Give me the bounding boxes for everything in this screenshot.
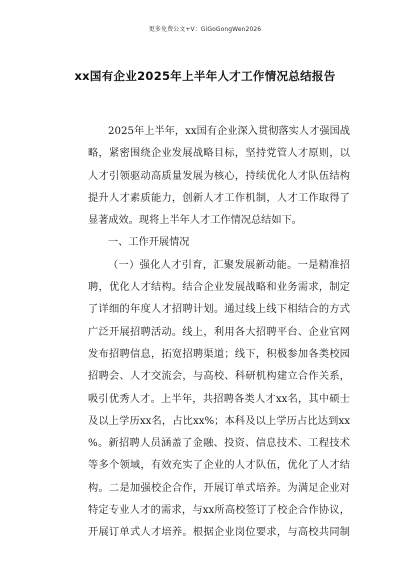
body-line: 等多个领域，有效充实了企业的人才队伍，优化了人才结: [88, 460, 350, 472]
body-line: （一）强化人才引育，汇聚发展新动能。一是精准招: [108, 259, 350, 271]
body-line: 2025年上半年，xx国有企业深入贯彻落实人才强国战: [108, 126, 350, 137]
body-line: 略，紧密围绕企业发展战略目标，坚持党管人才原则，以: [88, 148, 350, 160]
body-line: 人才引领驱动高质量发展为核心，持续优化人才队伍结构: [88, 170, 350, 182]
body-line: 构。二是加强校企合作，开展订单式培养。为满足企业对: [88, 482, 350, 494]
body-line: 了详细的年度人才招聘计划。通过线上线下相结合的方式: [88, 304, 350, 316]
document-title: xx国有企业2025年上半年人才工作情况总结报告: [74, 69, 336, 83]
body-line: %。新招聘人员涵盖了金融、投资、信息技术、工程技术: [88, 438, 350, 450]
header-note: 更多免费公文+V：GiGoGongWen2026: [148, 26, 262, 33]
body-line: 招聘会、人才交流会，与高校、科研机构建立合作关系，: [88, 371, 350, 383]
section-heading: 一、工作开展情况: [108, 237, 190, 249]
body-line: 显著成效。现将上半年人才工作情况总结如下。: [88, 215, 302, 227]
body-line: 广泛开展招聘活动。线上，利用各大招聘平台、企业官网: [88, 326, 350, 338]
body-line: 及以上学历xx名，占比xx%；本科及以上学历占比达到xx: [88, 415, 350, 427]
body-line: 吸引优秀人才。上半年，共招聘各类人才xx名，其中硕士: [88, 393, 350, 405]
body-line: 发布招聘信息，拓宽招聘渠道；线下，积极参加各类校园: [88, 348, 350, 360]
body-line: 开展订单式人才培养。根据企业岗位要求，与高校共同制: [88, 527, 350, 539]
body-line: 特定专业人才的需求，与xx所高校签订了校企合作协议，: [88, 505, 350, 517]
body-line: 提升人才素质能力，创新人才工作机制，人才工作取得了: [88, 192, 350, 204]
body-line: 聘，优化人才结构。结合企业发展战略和业务需求，制定: [88, 282, 350, 294]
document-body: [88, 121, 350, 545]
